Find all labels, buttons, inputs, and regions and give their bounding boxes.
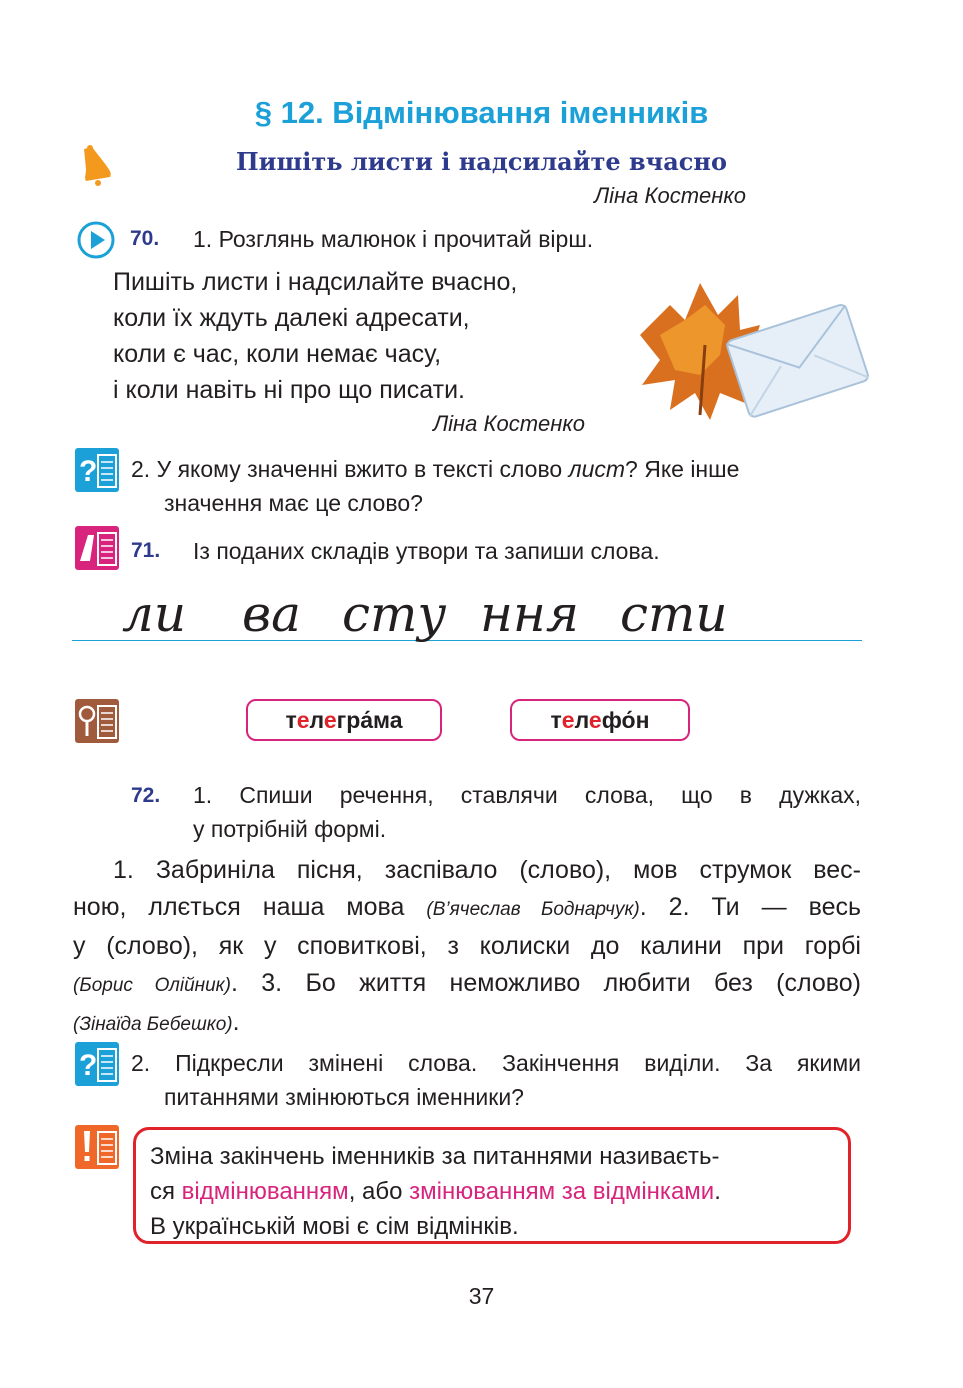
source-citation: (В’ячеслав Боднарчук) — [426, 899, 640, 920]
syllable: ння — [480, 585, 579, 643]
rule-box — [133, 1127, 851, 1244]
poem-line: і коли навіть ні про що писати. — [113, 376, 465, 404]
term: відмінюванням — [181, 1178, 349, 1205]
magnifier-book-icon — [74, 698, 120, 744]
letter: т — [285, 707, 297, 733]
syllable: ва — [242, 585, 301, 643]
text-span: . 3. Бо життя неможливо любити без (слово) — [230, 969, 861, 997]
rule-line — [150, 1174, 848, 1209]
syllable: сти — [620, 585, 728, 643]
task-text: ? Яке інше — [625, 456, 740, 482]
letter: фо́н — [601, 707, 650, 733]
text-span: ся — [150, 1178, 182, 1205]
text-line — [73, 889, 861, 928]
highlighted-letter: е — [323, 707, 337, 733]
text-line: 1. Забриніла пісня, заспівало (слово), мов струмок вес- — [113, 856, 861, 884]
question-book-icon — [74, 447, 120, 493]
leaf-envelope-illustration — [630, 275, 870, 425]
svg-text:?: ? — [79, 455, 98, 488]
text-span: ною, ллється наша мова — [73, 893, 427, 921]
exercise-number: 72. — [131, 784, 161, 807]
text-span: , або — [348, 1178, 410, 1205]
vocabulary-word — [510, 699, 690, 741]
page-title: § 12. Відмінювання іменників — [254, 95, 709, 130]
text-span: . 2. Ти — весь — [639, 893, 861, 921]
page-number: 37 — [468, 1283, 495, 1309]
epigraph: Пишіть листи і надсилайте вчасно — [235, 147, 727, 176]
svg-text:?: ? — [79, 1049, 98, 1082]
poem — [113, 264, 633, 408]
letter: гра́ма — [336, 707, 403, 733]
letter: т — [550, 707, 562, 733]
syllable: сту — [342, 585, 447, 643]
exercise-70-task-2 — [131, 452, 861, 486]
pen-book-icon — [74, 525, 120, 571]
exercise-task: Із поданих складів утвори та запиши слова. — [193, 538, 660, 564]
exercise-text — [73, 852, 861, 1043]
letter: л — [309, 707, 324, 733]
rule-line: Зміна закінчень іменників за питаннями називаєть- — [150, 1143, 720, 1170]
writing-line — [72, 640, 862, 641]
highlighted-letter: е — [296, 707, 310, 733]
text-line — [73, 1004, 861, 1043]
text-line: у (слово), як у сповиткові, з колиски до калини при горбі — [73, 932, 861, 960]
epigraph-author: Ліна Костенко — [594, 183, 746, 208]
task-keyword: лист — [568, 456, 626, 482]
text-span: . — [714, 1178, 721, 1205]
rule-line: В українській мові є сім відмінків. — [150, 1213, 519, 1240]
letter: л — [574, 707, 589, 733]
poem-line: Пишіть листи і надсилайте вчасно, — [113, 268, 518, 296]
task-text: значення має це слово? — [164, 490, 423, 516]
highlighted-letter: е — [561, 707, 575, 733]
question-book-icon — [74, 1041, 120, 1087]
exclamation-book-icon — [74, 1124, 120, 1170]
exercise-number: 70. — [130, 227, 160, 250]
source-citation: (Зінаїда Бебешко) — [73, 1014, 233, 1035]
exercise-task: 1. Спиши речення, ставлячи слова, що в дужках, — [193, 782, 861, 808]
exercise-task: 1. Розглянь малюнок і прочитай вірш. — [193, 226, 594, 252]
poem-line: коли є час, коли немає часу, — [113, 340, 442, 368]
task-text: питаннями змінюються іменники? — [164, 1084, 524, 1110]
source-citation: (Борис Олійник) — [73, 975, 231, 996]
term: змінюванням за відмінками — [409, 1178, 715, 1205]
exercise-72-task-2: 2. Підкресли змінені слова. Закінчення виділи. За якими — [131, 1050, 861, 1076]
text-line — [73, 965, 861, 1004]
poem-author: Ліна Костенко — [433, 411, 585, 436]
play-icon — [76, 220, 116, 260]
exercise-number: 71. — [131, 539, 161, 562]
task-text: 2. У якому значенні вжито в тексті слово — [131, 456, 569, 482]
exercise-task: у потрібній формі. — [193, 816, 387, 842]
syllable: ли — [122, 585, 187, 643]
poem-line: коли їх ждуть далекі адресати, — [113, 304, 470, 332]
text-span: . — [232, 1008, 240, 1036]
vocabulary-word — [246, 699, 442, 741]
highlighted-letter: е — [588, 707, 602, 733]
